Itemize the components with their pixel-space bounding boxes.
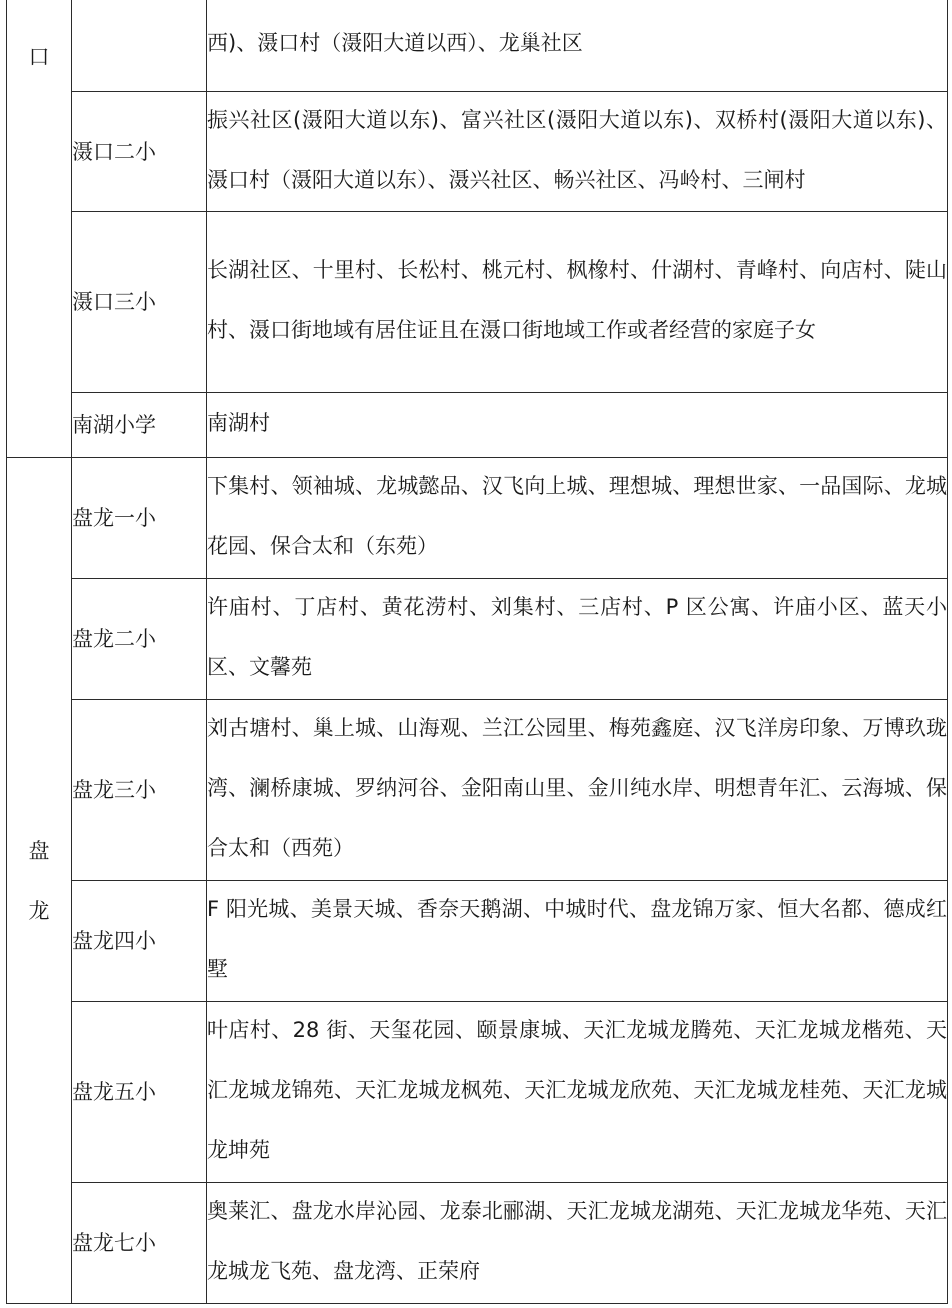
table-row	[7, 92, 948, 212]
school-cell: 盘龙七小	[72, 1183, 207, 1304]
table-row	[7, 1002, 948, 1183]
table-row	[7, 1183, 948, 1304]
area-cell: 振兴社区(滠阳大道以东)、富兴社区(滠阳大道以东)、双桥村(滠阳大道以东)、滠口村（滠阳大道以东）、滠兴社区、畅兴社区、冯岭村、三闸村	[207, 92, 948, 212]
school-cell: 盘龙四小	[72, 881, 207, 1002]
area-cell: 许庙村、丁店村、黄花涝村、刘集村、三店村、P 区公寓、许庙小区、蓝天小区、文馨苑	[207, 579, 948, 700]
table-row	[7, 458, 948, 579]
district-cell	[7, 0, 72, 458]
area-cell: F 阳光城、美景天城、香奈天鹅湖、中城时代、盘龙锦万家、恒大名都、德成红墅	[207, 881, 948, 1002]
school-cell: 盘龙一小	[72, 458, 207, 579]
table-row	[7, 0, 948, 92]
school-cell: 盘龙五小	[72, 1002, 207, 1183]
area-cell: 奥莱汇、盘龙水岸沁园、龙泰北郦湖、天汇龙城龙湖苑、天汇龙城龙华苑、天汇龙城龙飞苑、盘龙湾、正荣府	[207, 1183, 948, 1304]
table-row	[7, 393, 948, 458]
table-row	[7, 700, 948, 881]
area-cell: 西)、滠口村（滠阳大道以西）、龙巢社区	[207, 0, 948, 92]
area-cell: 长湖社区、十里村、长松村、桃元村、枫橡村、什湖村、青峰村、向店村、陡山村、滠口街地域有居住证且在滠口街地域工作或者经营的家庭子女	[207, 212, 948, 393]
district-cell	[7, 458, 72, 1304]
area-cell: 南湖村	[207, 393, 948, 458]
area-cell: 叶店村、28 街、天玺花园、颐景康城、天汇龙城龙腾苑、天汇龙城龙楷苑、天汇龙城龙锦苑、天汇龙城龙枫苑、天汇龙城龙欣苑、天汇龙城龙桂苑、天汇龙城龙坤苑	[207, 1002, 948, 1183]
school-cell: 滠口三小	[72, 212, 207, 393]
area-cell: 刘古塘村、巢上城、山海观、兰江公园里、梅苑鑫庭、汉飞洋房印象、万博玖珑湾、澜桥康城、罗纳河谷、金阳南山里、金川纯水岸、明想青年汇、云海城、保合太和（西苑）	[207, 700, 948, 881]
district-name: 口	[28, 45, 50, 69]
school-cell: 滠口二小	[72, 92, 207, 212]
area-cell: 下集村、领袖城、龙城懿品、汉飞向上城、理想城、理想世家、一品国际、龙城花园、保合太和（东苑）	[207, 458, 948, 579]
school-zone-table	[6, 0, 948, 1304]
school-cell: 盘龙二小	[72, 579, 207, 700]
table-row	[7, 212, 948, 393]
school-cell: 南湖小学	[72, 393, 207, 458]
school-cell	[72, 0, 207, 92]
district-name: 盘龙	[28, 838, 50, 923]
table-row	[7, 579, 948, 700]
school-cell: 盘龙三小	[72, 700, 207, 881]
table-row	[7, 881, 948, 1002]
